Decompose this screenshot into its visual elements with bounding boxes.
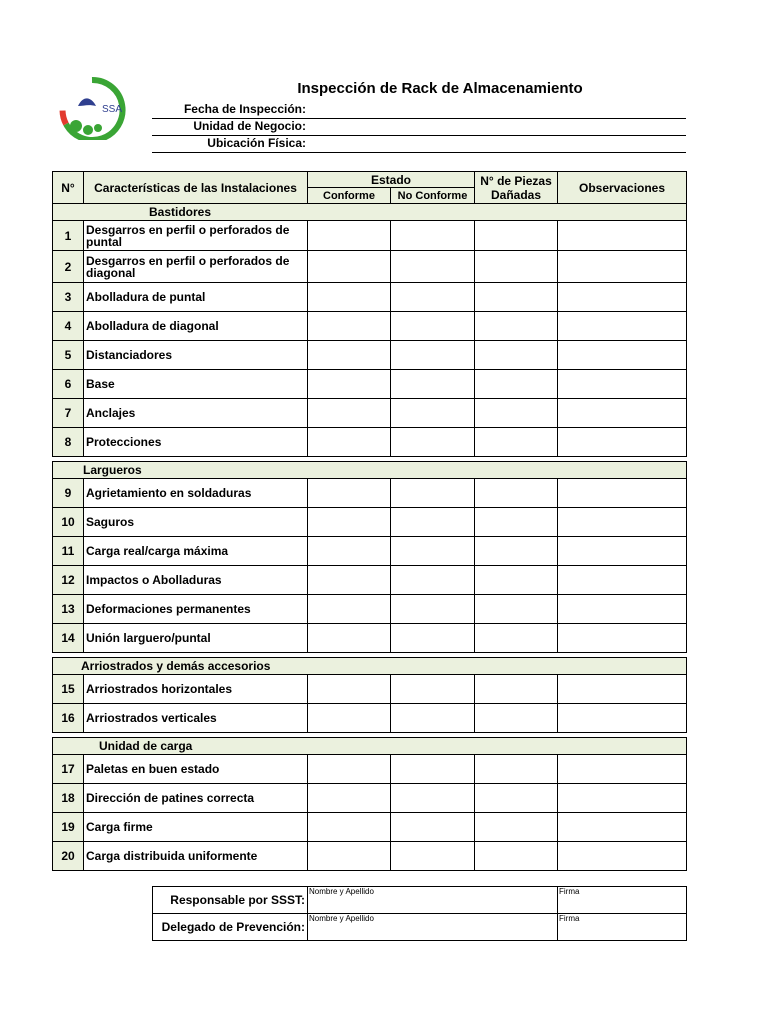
row-description: Protecciones xyxy=(84,428,308,457)
responsable-ssst-label: Responsable por SSST: xyxy=(153,887,308,914)
responsable-firma-cell[interactable] xyxy=(558,887,687,914)
observaciones-cell[interactable] xyxy=(558,508,687,537)
table-row xyxy=(53,813,687,842)
col-features-header: Características de las Instalaciones xyxy=(84,172,308,204)
conforme-cell[interactable] xyxy=(308,784,391,813)
table-row xyxy=(53,251,687,283)
piezas-danadas-cell[interactable] xyxy=(475,508,558,537)
piezas-danadas-cell[interactable] xyxy=(475,784,558,813)
unidad-negocio-field[interactable] xyxy=(152,118,686,136)
row-description: Desgarros en perfil o perforados de diagonal xyxy=(84,251,308,283)
row-description: Unión larguero/puntal xyxy=(84,624,308,653)
conforme-cell[interactable] xyxy=(308,704,391,733)
conforme-cell[interactable] xyxy=(308,399,391,428)
section-title: Arriostrados y demás accesorios xyxy=(53,658,687,675)
table-row xyxy=(53,341,687,370)
section-title: Bastidores xyxy=(53,204,687,221)
conforme-cell[interactable] xyxy=(308,755,391,784)
svg-text:SSA: SSA xyxy=(102,104,123,115)
no-conforme-cell[interactable] xyxy=(391,624,475,653)
conforme-cell[interactable] xyxy=(308,251,391,283)
no-conforme-cell[interactable] xyxy=(391,704,475,733)
table-row xyxy=(53,595,687,624)
conforme-cell[interactable] xyxy=(308,283,391,312)
observaciones-cell[interactable] xyxy=(558,283,687,312)
piezas-danadas-cell[interactable] xyxy=(475,704,558,733)
conforme-cell[interactable] xyxy=(308,479,391,508)
ubicacion-fisica-field[interactable] xyxy=(152,135,686,153)
observaciones-cell[interactable] xyxy=(558,370,687,399)
conforme-cell[interactable] xyxy=(308,624,391,653)
ubicacion-fisica-label: Ubicación Física: xyxy=(207,136,306,150)
fecha-inspeccion-label: Fecha de Inspección: xyxy=(183,102,306,116)
piezas-danadas-cell[interactable] xyxy=(475,283,558,312)
inspection-table xyxy=(52,171,687,871)
conforme-cell[interactable] xyxy=(308,566,391,595)
row-number: 20 xyxy=(53,842,84,871)
col-conforme-header: Conforme xyxy=(308,188,391,204)
row-description: Abolladura de diagonal xyxy=(84,312,308,341)
table-row xyxy=(53,624,687,653)
row-description: Agrietamiento en soldaduras xyxy=(84,479,308,508)
observaciones-cell[interactable] xyxy=(558,566,687,595)
conforme-cell[interactable] xyxy=(308,813,391,842)
conforme-cell[interactable] xyxy=(308,370,391,399)
row-number: 1 xyxy=(53,221,84,251)
observaciones-cell[interactable] xyxy=(558,624,687,653)
observaciones-cell[interactable] xyxy=(558,842,687,871)
inspection-table-body xyxy=(53,204,687,871)
table-row xyxy=(53,370,687,399)
conforme-cell[interactable] xyxy=(308,428,391,457)
table-row xyxy=(53,428,687,457)
section-row xyxy=(53,204,687,221)
table-row xyxy=(53,479,687,508)
table-row xyxy=(53,675,687,704)
col-num-header: N° xyxy=(53,172,84,204)
table-row xyxy=(53,566,687,595)
conforme-cell[interactable] xyxy=(308,508,391,537)
delegado-name-cell[interactable] xyxy=(308,914,558,941)
conforme-cell[interactable] xyxy=(308,221,391,251)
name-label: Nombre y Apellido xyxy=(309,914,374,923)
observaciones-cell[interactable] xyxy=(558,428,687,457)
responsable-name-cell[interactable] xyxy=(308,887,558,914)
observaciones-cell[interactable] xyxy=(558,399,687,428)
row-number: 11 xyxy=(53,537,84,566)
no-conforme-cell[interactable] xyxy=(391,312,475,341)
row-description: Distanciadores xyxy=(84,341,308,370)
piezas-danadas-cell[interactable] xyxy=(475,537,558,566)
observaciones-cell[interactable] xyxy=(558,784,687,813)
no-conforme-cell[interactable] xyxy=(391,283,475,312)
piezas-danadas-cell[interactable] xyxy=(475,399,558,428)
conforme-cell[interactable] xyxy=(308,595,391,624)
observaciones-cell[interactable] xyxy=(558,755,687,784)
table-row xyxy=(53,784,687,813)
section-row xyxy=(53,462,687,479)
no-conforme-cell[interactable] xyxy=(391,537,475,566)
no-conforme-cell[interactable] xyxy=(391,479,475,508)
row-description: Carga distribuida uniformente xyxy=(84,842,308,871)
table-row xyxy=(53,221,687,251)
piezas-danadas-cell[interactable] xyxy=(475,251,558,283)
name-label: Nombre y Apellido xyxy=(309,887,374,896)
delegado-firma-cell[interactable] xyxy=(558,914,687,941)
col-no-conforme-header: No Conforme xyxy=(391,188,475,204)
table-row xyxy=(53,842,687,871)
no-conforme-cell[interactable] xyxy=(391,341,475,370)
piezas-danadas-cell[interactable] xyxy=(475,428,558,457)
table-row xyxy=(53,537,687,566)
row-description: Paletas en buen estado xyxy=(84,755,308,784)
col-piezas-header: N° de Piezas Dañadas xyxy=(475,172,558,204)
table-row xyxy=(53,312,687,341)
observaciones-cell[interactable] xyxy=(558,221,687,251)
conforme-cell[interactable] xyxy=(308,537,391,566)
no-conforme-cell[interactable] xyxy=(391,370,475,399)
table-row xyxy=(53,283,687,312)
row-description: Impactos o Abolladuras xyxy=(84,566,308,595)
row-number: 8 xyxy=(53,428,84,457)
observaciones-cell[interactable] xyxy=(558,813,687,842)
piezas-danadas-cell[interactable] xyxy=(475,479,558,508)
piezas-danadas-cell[interactable] xyxy=(475,370,558,399)
no-conforme-cell[interactable] xyxy=(391,784,475,813)
piezas-danadas-cell[interactable] xyxy=(475,595,558,624)
row-number: 17 xyxy=(53,755,84,784)
piezas-danadas-cell[interactable] xyxy=(475,813,558,842)
no-conforme-cell[interactable] xyxy=(391,251,475,283)
row-number: 2 xyxy=(53,251,84,283)
table-row xyxy=(53,508,687,537)
no-conforme-cell[interactable] xyxy=(391,508,475,537)
no-conforme-cell[interactable] xyxy=(391,595,475,624)
signature-table xyxy=(152,886,687,941)
row-description: Deformaciones permanentes xyxy=(84,595,308,624)
row-number: 18 xyxy=(53,784,84,813)
row-number: 15 xyxy=(53,675,84,704)
row-number: 19 xyxy=(53,813,84,842)
observaciones-cell[interactable] xyxy=(558,595,687,624)
firma-label: Firma xyxy=(559,914,580,923)
piezas-danadas-cell[interactable] xyxy=(475,675,558,704)
table-row xyxy=(53,704,687,733)
table-row xyxy=(53,399,687,428)
observaciones-cell[interactable] xyxy=(558,312,687,341)
row-number: 16 xyxy=(53,704,84,733)
row-number: 3 xyxy=(53,283,84,312)
no-conforme-cell[interactable] xyxy=(391,755,475,784)
section-title: Unidad de carga xyxy=(53,738,687,755)
piezas-danadas-cell[interactable] xyxy=(475,312,558,341)
conforme-cell[interactable] xyxy=(308,341,391,370)
no-conforme-cell[interactable] xyxy=(391,675,475,704)
piezas-danadas-cell[interactable] xyxy=(475,566,558,595)
section-title: Largueros xyxy=(53,462,687,479)
no-conforme-cell[interactable] xyxy=(391,221,475,251)
row-number: 13 xyxy=(53,595,84,624)
observaciones-cell[interactable] xyxy=(558,675,687,704)
unidad-negocio-label: Unidad de Negocio: xyxy=(193,119,306,133)
piezas-danadas-cell[interactable] xyxy=(475,842,558,871)
no-conforme-cell[interactable] xyxy=(391,813,475,842)
observaciones-cell[interactable] xyxy=(558,479,687,508)
delegado-prevencion-label: Delegado de Prevención: xyxy=(153,914,308,941)
row-description: Base xyxy=(84,370,308,399)
no-conforme-cell[interactable] xyxy=(391,566,475,595)
observaciones-cell[interactable] xyxy=(558,704,687,733)
no-conforme-cell[interactable] xyxy=(391,428,475,457)
observaciones-cell[interactable] xyxy=(558,341,687,370)
row-number: 12 xyxy=(53,566,84,595)
row-description: Arriostrados verticales xyxy=(84,704,308,733)
row-number: 10 xyxy=(53,508,84,537)
row-description: Carga firme xyxy=(84,813,308,842)
fecha-inspeccion-field[interactable] xyxy=(152,101,686,119)
row-number: 9 xyxy=(53,479,84,508)
piezas-danadas-cell[interactable] xyxy=(475,624,558,653)
firma-label: Firma xyxy=(559,887,580,896)
piezas-danadas-cell[interactable] xyxy=(475,221,558,251)
row-description: Dirección de patines correcta xyxy=(84,784,308,813)
conforme-cell[interactable] xyxy=(308,675,391,704)
section-row xyxy=(53,738,687,755)
row-number: 5 xyxy=(53,341,84,370)
table-row xyxy=(53,755,687,784)
section-row xyxy=(53,658,687,675)
piezas-danadas-cell[interactable] xyxy=(475,341,558,370)
no-conforme-cell[interactable] xyxy=(391,842,475,871)
row-description: Anclajes xyxy=(84,399,308,428)
row-description: Desgarros en perfil o perforados de puntal xyxy=(84,221,308,251)
row-number: 7 xyxy=(53,399,84,428)
col-estado-header: Estado xyxy=(308,172,475,188)
observaciones-cell[interactable] xyxy=(558,537,687,566)
page-title: Inspección de Rack de Almacenamiento xyxy=(297,80,583,97)
row-number: 14 xyxy=(53,624,84,653)
row-description: Arriostrados horizontales xyxy=(84,675,308,704)
row-description: Carga real/carga máxima xyxy=(84,537,308,566)
observaciones-cell[interactable] xyxy=(558,251,687,283)
conforme-cell[interactable] xyxy=(308,312,391,341)
no-conforme-cell[interactable] xyxy=(391,399,475,428)
row-number: 4 xyxy=(53,312,84,341)
row-number: 6 xyxy=(53,370,84,399)
col-observaciones-header: Observaciones xyxy=(558,172,687,204)
company-logo xyxy=(58,76,126,140)
row-description: Abolladura de puntal xyxy=(84,283,308,312)
conforme-cell[interactable] xyxy=(308,842,391,871)
piezas-danadas-cell[interactable] xyxy=(475,755,558,784)
row-description: Saguros xyxy=(84,508,308,537)
